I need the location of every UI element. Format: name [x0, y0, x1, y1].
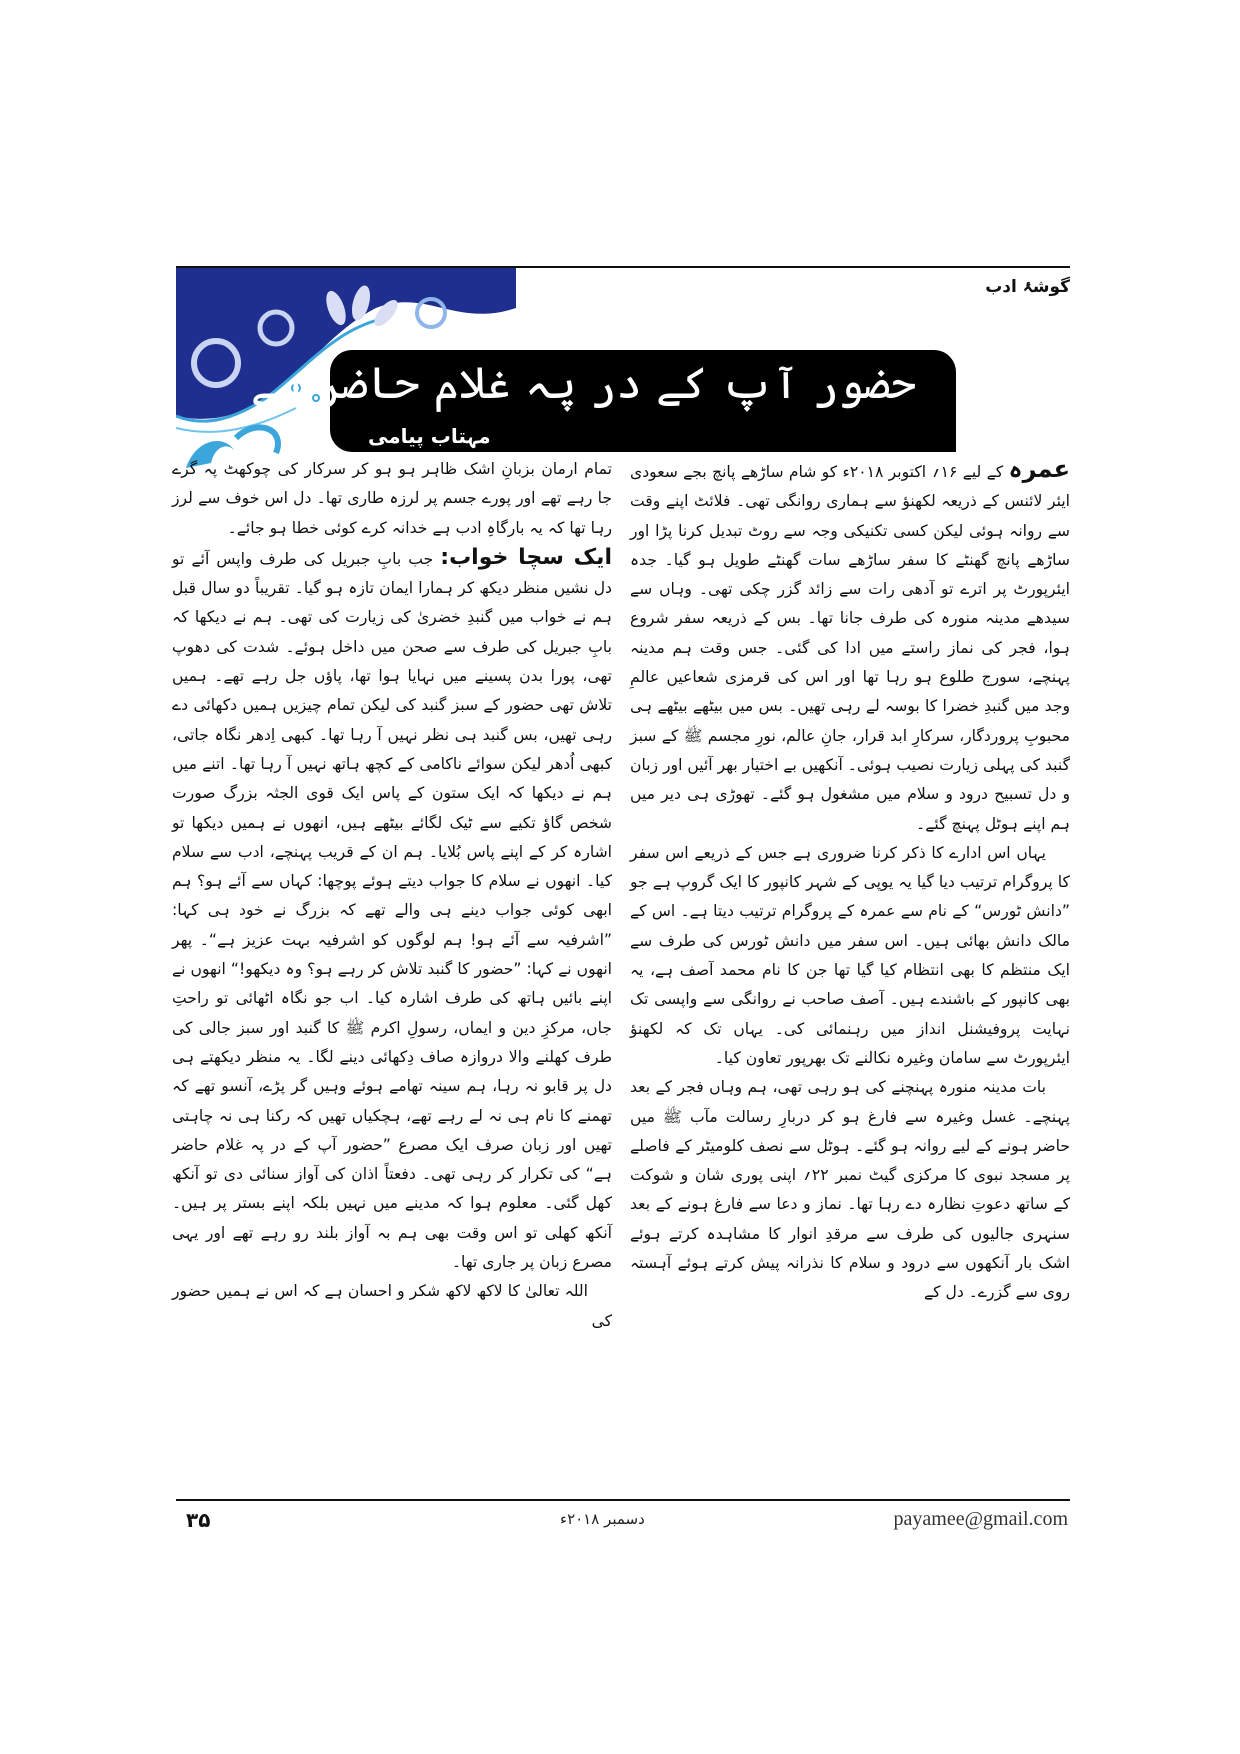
author-name: مہتاب پیامی [368, 424, 491, 448]
paragraph: عمرہ کے لیے ۱۶؍ اکتوبر ۲۰۱۸ء کو شام ساڑھے پانچ بجے سعودی ایئر لائنس کے ذریعہ لکھنؤ سے ہماری روانگی تھی۔ فلائٹ اپنے وقت سے روانہ ہوئی لیکن کسی تکنیکی وجہ سے روٹ تبدیل کرنا پڑا اور ساڑھے پانچ گھنٹے کا سفر ساڑھے سات گھنٹے طویل ہو گیا۔ جدہ ایئرپورٹ پر اترے تو آدھی رات سے زائد گزر چکی تھی۔ وہاں سے سیدھے مدینہ منورہ کی طرف جانا تھا۔ بس کے ذریعہ سفر شروع ہوا، فجر کی نماز راستے میں ادا کی گئی۔ جس وقت ہم مدینہ پہنچے، سورج طلوع ہو رہا تھا اور اس کی قرمزی شعاعیں عالمِ وجد میں گنبدِ خضرا کا بوسہ لے رہی تھیں۔ بس میں بیٹھے بیٹھے ہی محبوبِ پروردگار، سرکارِ ابد قرار، جانِ عالم، نورِ مجسم ﷺ کے سبز گنبد کی پہلی زیارت نصیب ہوئی۔ آنکھیں بے اختیار بھر آئیں اور زبان و دل تسبیح درود و سلام میں مشغول ہو گئے۔ تھوڑی ہی دیر میں ہم اپنے ہوٹل پہنچ گئے۔ [630, 455, 1070, 833]
footer-date: دسمبر ۲۰۱۸ء [560, 1510, 645, 1528]
footer-email[interactable]: payamee@gmail.com [893, 1508, 1068, 1530]
paragraph: بات مدینہ منورہ پہنچنے کی ہو رہی تھی، ہم وہاں فجر کے بعد پہنچے۔ غسل وغیرہ سے فارغ ہو کر دربارِ رسالت مآب ﷺ میں حاضر ہونے کے لیے روانہ ہو گئے۔ ہوٹل سے نصف کلومیٹر کے فاصلے پر مسجد نبوی کا مرکزی گیٹ نمبر ۲۲؍ اپنی پوری شان و شوکت کے ساتھ دعوتِ نظارہ دے رہا تھا۔ نماز و دعا سے فارغ ہونے کے بعد سنہری جالیوں کی طرف سے مرقدِ انوار کا مشاہدہ کرتے ہوئے اشک بار آنکھوں سے درود و سلام کا نذرانہ پیش کرتے ہوئے آہستہ روی سے گزرے۔ دل کے [630, 1078, 1070, 1302]
lead-word: عمرہ [1008, 455, 1070, 483]
page-number: ۳۵ [186, 1508, 211, 1532]
paragraph: تمام ارمان بزبانِ اشک ظاہر ہو ہو کر سرکار کی چوکھٹ پہ گرے جا رہے تھے اور پورے جسم پر لرزہ طاری تھا۔ دل اس خوف سے لرز رہا تھا کہ یہ بارگاہِ ادب ہے خدانہ کرے کوئی خطا ہو جائے۔ [172, 460, 612, 537]
paragraph: اللہ تعالیٰ کا لاکھ لاکھ شکر و احسان ہے کہ اس نے ہمیں حضور کی [172, 1282, 612, 1330]
footer-rule [176, 1499, 1070, 1501]
article-title: حضور آپ کے در پہ غلام حاضر ہے [250, 358, 916, 409]
paragraph: ایک سچا خواب: جب بابِ جبریل کی طرف واپس آئے تو دل نشیں منظر دیکھ کر ہمارا ایمان تازہ ہو گیا۔ تقریباً دو سال قبل ہم نے خواب میں گنبدِ خضریٰ کی زیارت کی تھی۔ ہم نے دیکھا کہ بابِ جبریل کی طرف سے صحن میں داخل ہوئے۔ شدت کی دھوپ تھی، پورا بدن پسینے میں نہایا ہوا تھا، پاؤں جل رہے تھے۔ ہمیں تلاش تھی حضور کے سبز گنبد کی لیکن تمام چیزیں ہمیں دکھائی دے رہی تھیں، بس گنبد ہی نظر نہیں آ رہا تھا۔ کبھی اِدھر نگاہ جاتی، کبھی اُدھر لیکن سوائے ناکامی کے کچھ ہاتھ نہیں آ رہا تھا۔ اتنے میں ہم نے دیکھا کہ ایک ستون کے پاس ایک قوی الجثہ بزرگ صورت شخص گاؤ تکیے سے ٹیک لگائے بیٹھے ہیں، انھوں نے ہمیں دیکھا تو اشارہ کر کے اپنے پاس بُلایا۔ ہم ان کے قریب پہنچے، ادب سے سلام کیا۔ انھوں نے سلام کا جواب دیتے ہوئے پوچھا: کہاں سے آئے ہو؟ ہم ابھی کوئی جواب دینے ہی والے تھے کہ بزرگ نے خود ہی کہا: ”اشرفیہ سے آئے ہو! ہم لوگوں کو اشرفیہ بہت عزیز ہے“۔ پھر انھوں نے کہا: ”حضور کا گنبد تلاش کر رہے ہو؟ وہ دیکھو!“ انھوں نے اپنے بائیں ہاتھ کی طرف اشارہ کیا۔ اب جو نگاہ اٹھائی تو راحتِ جاں، مرکزِ دین و ایماں، رسولِ اکرم ﷺ کا گنبد اور سبز جالی کی طرف کھلنے والا دروازہ صاف دِکھائی دینے لگا۔ یہ منظر دیکھتے ہی دل پر قابو نہ رہا، ہم سینہ تھامے ہوئے وہیں گر پڑے، آنسو تھے کہ تھمنے کا نام ہی نہ لے رہے تھے، ہچکیاں تھیں کہ رکنا ہی نہ چاہتی تھیں اور زبان صرف ایک مصرع ”حضور آپ کے در پہ غلام حاضر ہے“ کی تکرار کر رہی تھی۔ دفعتاً اذان کی آواز سنائی دی تو آنکھ کھل گئی۔ معلوم ہوا کہ مدینے میں نہیں بلکہ اپنے بستر پر ہیں۔ آنکھ کھلی تو اس وقت بھی ہم بہ آواز بلند رو رہے تھے اور یہی مصرع زبان پر جاری تھا۔ [172, 544, 612, 1272]
section-label: گوشۂ ادب [985, 277, 1070, 297]
paragraph: یہاں اس ادارے کا ذکر کرنا ضروری ہے جس کے ذریعے اس سفر کا پروگرام ترتیب دیا گیا یہ یوپی کے شہر کانپور کا ایک گروپ ہے جو ”دانش ٹورس“ کے نام سے عمرہ کے پروگرام ترتیب دیتا ہے۔ اس کے مالک دانش بھائی ہیں۔ اس سفر میں دانش ٹورس کی طرف سے ایک منتظم کا بھی انتظام کیا گیا تھا جن کا نام محمد آصف ہے، یہ بھی کانپور کے باشندے ہیں۔ آصف صاحب نے روانگی سے واپسی تک نہایت پروفیشنل انداز میں رہنمائی کی۔ یہاں تک کہ لکھنؤ ایئرپورٹ سے سامان وغیرہ نکالنے تک بھرپور تعاون کیا۔ [630, 843, 1070, 1067]
title-banner [250, 350, 956, 452]
subheading: ایک سچا خواب: [440, 544, 612, 570]
right-column [630, 455, 1070, 1308]
left-column [172, 455, 612, 1336]
